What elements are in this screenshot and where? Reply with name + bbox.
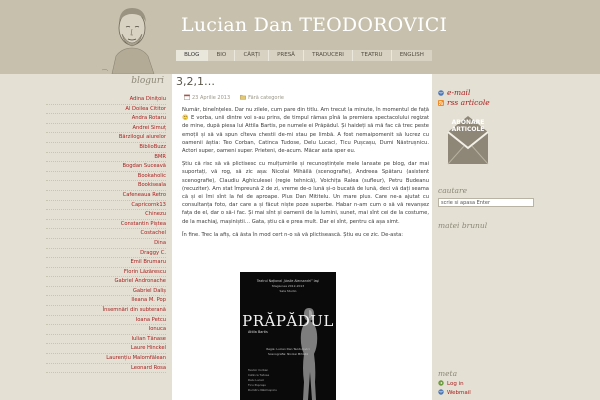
subscribe-line1: ABONARE — [451, 119, 485, 126]
header — [0, 0, 600, 74]
right-sidebar — [432, 74, 600, 400]
meta-title: meta — [438, 369, 458, 378]
poster-cast — [248, 368, 277, 393]
blogroll-link[interactable]: Andrei Simuț — [46, 124, 166, 134]
blogroll-link[interactable]: Cafeneaua Retro — [46, 191, 166, 201]
blogroll-link[interactable]: Al Doilea Cititor — [46, 105, 166, 115]
blogroll-link[interactable]: Gabriel Andronache — [46, 277, 166, 287]
post-body — [182, 106, 429, 244]
email-label: e-mail — [447, 88, 471, 97]
rss-icon — [438, 100, 444, 106]
blogroll-link[interactable]: Gabriel Daliș — [46, 287, 166, 297]
rss-link[interactable] — [438, 98, 490, 107]
rss-label: rss articole — [447, 98, 490, 107]
webmail-link[interactable] — [438, 389, 471, 398]
blogroll-link[interactable]: Bookiseala — [46, 181, 166, 191]
blogroll-link[interactable]: Ioana Petcu — [46, 316, 166, 326]
poster-author: Attila Bartis — [248, 330, 268, 334]
poster-hall: Sala Studio — [279, 289, 297, 293]
blogroll-link[interactable]: Draggy C. — [46, 249, 166, 259]
meta-list — [438, 380, 471, 398]
poster-cast-member: Dumitru Năstrușnicu — [248, 388, 277, 392]
nav-traduceri[interactable]: TRADUCERI — [304, 50, 353, 61]
poster-cast-member: Teodor Corban — [248, 368, 269, 372]
blogroll-link[interactable]: BMR — [46, 153, 166, 163]
site-title[interactable]: Lucian Dan TEODOROVICI — [181, 14, 448, 36]
post-date: 23 Aprilie 2013 — [192, 95, 231, 101]
play-poster-image[interactable] — [240, 272, 336, 400]
main-content — [172, 74, 432, 400]
blogroll-link[interactable]: Florin Lăzărescu — [46, 268, 166, 278]
nav-presa[interactable]: PRESĂ — [269, 50, 304, 61]
blogroll-link[interactable]: Ionuca — [46, 325, 166, 335]
blogroll-link[interactable]: Chinezu — [46, 210, 166, 220]
blogroll-link[interactable]: Bogdan Suceavă — [46, 162, 166, 172]
blogroll-link[interactable]: Leonard Rosa — [46, 364, 166, 374]
subscribe-label — [444, 119, 492, 133]
blogroll-link[interactable]: Capricornk13 — [46, 201, 166, 211]
blogroll-link[interactable]: Iulian Tănase — [46, 335, 166, 345]
search-input[interactable] — [438, 198, 534, 207]
login-link[interactable] — [438, 380, 471, 389]
secondary-section-title: matei brunul — [438, 221, 488, 230]
poster-title: PRĂPĂDUL — [242, 312, 334, 330]
author-portrait — [100, 0, 164, 74]
post-title[interactable]: 3,2,1… — [176, 75, 215, 88]
post-meta — [184, 94, 284, 101]
blogroll-link[interactable]: Bookaholic — [46, 172, 166, 182]
blogroll-list — [46, 95, 166, 373]
email-icon — [438, 90, 444, 96]
login-label: Log in — [447, 381, 464, 387]
poster-set-design: Scenografia: Nicolai Mihăilă — [268, 352, 308, 356]
blogroll-link[interactable]: Costachel — [46, 229, 166, 239]
nav-bio[interactable]: BIO — [208, 50, 235, 61]
main-nav — [176, 50, 432, 61]
blogroll-link[interactable]: Andra Rotaru — [46, 114, 166, 124]
post-paragraph: În fine. Trec la afiș, că ăsta în mod cert n-o să vă plictisească. Știu eu ce zic. De-asta: — [182, 231, 404, 238]
post-paragraph: Știu că risc să vă plictisesc cu mulțumirile și recunoștințele mele lansate pe blog, dar mai suportați, vă rog, să zic așa: Nicolai Mihăilă (scenografie), Andreea Spătaru (asistent scenografie), Claudiu Aghiculesei (regie tehnică), Voichița Ralea (sufleur), Petru Budeanu (recuziter). Am stat împreună 2 de zi, vreme de-o lună și-o bucată de lună, deci vă dați seama că și ei îmi sînt la fel de aproape. Plus Dan Mititelu. Un mare plus. Care ne-a ajutat cu consultanța foto, dar care a și făcut niște poze superbe. Habar n-am cum o să vă revanșez fața de el, dar o să-i fac. Și mai sînt și oamenii de la lumini, sunet, mai sînt cei de la costume, de la machiaj, mașiniștii… Gata, știu că e prea mult. Dar ei sînt, pentru că așa simt. — [182, 161, 429, 225]
blogroll-link[interactable]: Dina — [46, 239, 166, 249]
nav-english[interactable]: ENGLISH — [399, 52, 424, 58]
blogroll-link[interactable]: BiblioBuzz — [46, 143, 166, 153]
nav-carti[interactable]: CĂRȚI — [235, 50, 269, 61]
email-link[interactable] — [438, 88, 470, 97]
login-icon — [438, 380, 444, 386]
poster-cast-member: Delu Lucaci — [248, 378, 265, 382]
blogroll-link[interactable]: Laurențiu Malomfălean — [46, 354, 166, 364]
blogroll-link[interactable]: Emil Brumaru — [46, 258, 166, 268]
search-title: cautare — [438, 186, 468, 195]
blogroll-link[interactable]: Însemnări din subterană — [46, 306, 166, 316]
subscribe-line2: ARTICOLE — [451, 126, 485, 133]
blogroll-title: bloguri — [131, 76, 164, 86]
webmail-icon — [438, 389, 444, 395]
blogroll-link[interactable]: Constantin Piștea — [46, 220, 166, 230]
poster-cast-member: Ticu Pușcașu — [248, 383, 266, 387]
left-sidebar — [0, 74, 172, 400]
blogroll-link[interactable]: Bărzilogul aiurelor — [46, 133, 166, 143]
post-paragraph: Număr, bineînțeles. Dar nu zilele, cum pare din titlu. Am trecut la minute, în momentul de față 🙂 E vorba, unii dintre voi s-au prins, de timpul rămas pînă la premiera spectacolului regizat de mine, după piesa lui Attila Bartis, pe numele ei Prăpădul. Și haideți să mă fac că trec peste emoții și să vă spun cîteva chestii de-mi stau pe limbă. A fost nemaipomenit să lucrez cu oamenii ăștia: Teo Corban, Catinca Tudose, Delu Lucaci, Ticu Pușcașu, Dumi Năstrușnicu. Actori super, oameni super. Prieteni, de-acum. Măcar asta sper eu. — [182, 107, 429, 155]
nav-teatru[interactable]: TEATRU — [353, 50, 392, 61]
subscribe-articles-button[interactable] — [444, 114, 492, 166]
poster-director: Regia: Lucian Dan Teodorovici — [266, 347, 310, 351]
blogroll-link[interactable]: Adina Dinițoiu — [46, 95, 166, 105]
folder-icon — [240, 94, 246, 100]
poster-season: Stagiunea 2012-2013 — [271, 284, 305, 288]
post-category[interactable]: Fără categorie — [248, 95, 284, 101]
webmail-label: Webmail — [447, 390, 471, 396]
nav-blog[interactable]: BLOG — [176, 50, 208, 61]
poster-theatre: Teatrul Național „Vasile Alecsandri” Iași — [256, 279, 320, 283]
poster-cast-member: Catinca Tudose — [248, 373, 270, 377]
calendar-icon — [184, 94, 190, 100]
blogroll-link[interactable]: Laure Hinckel — [46, 344, 166, 354]
blogroll-link[interactable]: Ileana M. Pop — [46, 296, 166, 306]
